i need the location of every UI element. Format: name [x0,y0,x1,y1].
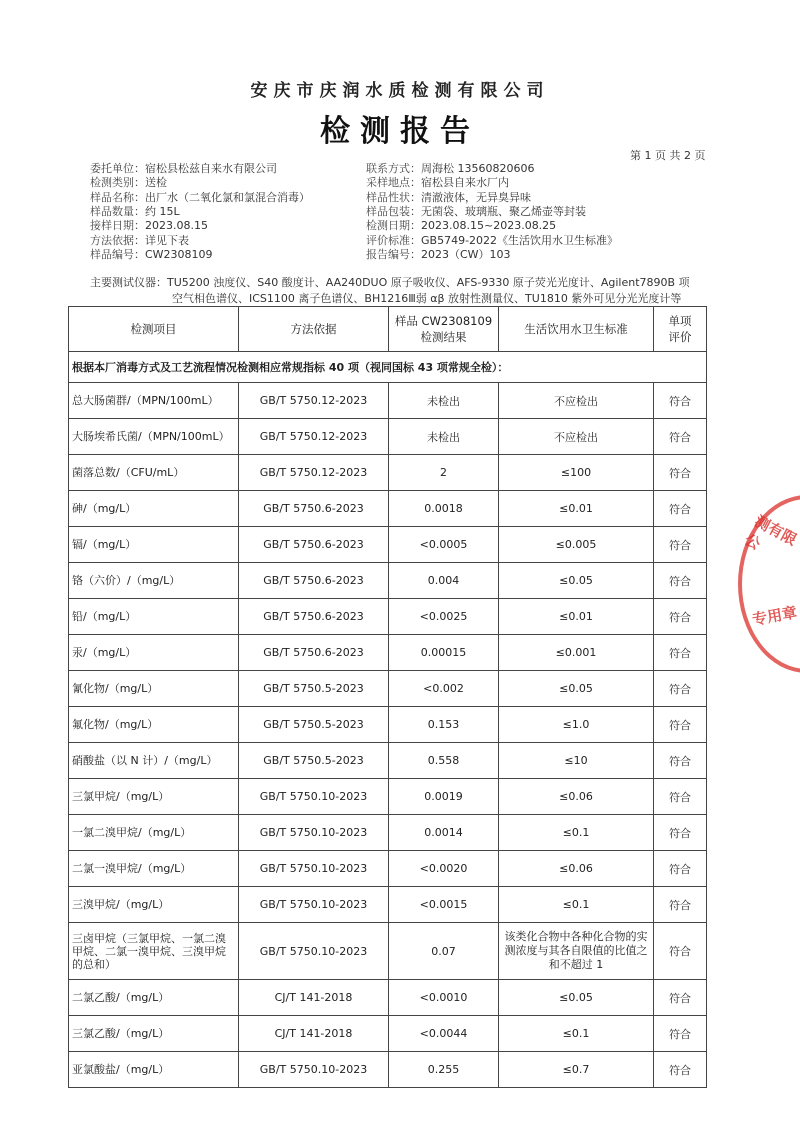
left-value: 宿松县松兹自来水有限公司 [145,162,277,175]
cell-item: 硝酸盐（以 N 计）/（mg/L） [69,743,239,779]
left-field [90,248,213,262]
cell-method: GB/T 5750.12-2023 [239,383,389,419]
left-field [90,219,208,233]
right-label: 样品性状： [366,190,421,204]
cell-eval: 符合 [654,1052,707,1088]
cell-standard: ≤0.05 [499,563,654,599]
cell-standard: ≤0.001 [499,635,654,671]
left-value: 约 15L [145,204,180,218]
cell-result: <0.0025 [389,599,499,635]
right-field [366,205,586,219]
right-field [366,219,556,233]
header-item: 检测项目 [69,307,239,352]
table-row [69,887,707,923]
cell-standard: ≤0.05 [499,671,654,707]
cell-result: 0.0014 [389,815,499,851]
table-row [69,527,707,563]
left-label: 样品数量： [90,204,145,218]
cell-method: GB/T 5750.10-2023 [239,851,389,887]
cell-result: <0.0005 [389,527,499,563]
right-value: 2023.08.15~2023.08.25 [421,219,557,233]
cell-method: GB/T 5750.10-2023 [239,815,389,851]
cell-result: 0.558 [389,743,499,779]
cell-eval: 符合 [654,671,707,707]
cell-eval: 符合 [654,491,707,527]
cell-item: 三卤甲烷（三氯甲烷、一氯二溴甲烷、二氯一溴甲烷、三溴甲烷的总和） [69,923,239,980]
header-result-line2: 检测结果 [420,330,467,344]
table-row [69,815,707,851]
table-row [69,743,707,779]
right-label: 检测日期： [366,219,421,233]
cell-item: 铅/（mg/L） [69,599,239,635]
cell-eval: 符合 [654,887,707,923]
cell-standard: ≤0.05 [499,980,654,1016]
table-row [69,707,707,743]
table-row [69,455,707,491]
table-header-row [69,307,707,352]
cell-method: GB/T 5750.5-2023 [239,671,389,707]
table-row [69,671,707,707]
cell-eval: 符合 [654,599,707,635]
table-row [69,491,707,527]
cell-item: 总大肠菌群/（MPN/100mL） [69,383,239,419]
cell-result: <0.002 [389,671,499,707]
left-value: CW2308109 [145,247,213,261]
cell-eval: 符合 [654,779,707,815]
left-label: 检测类别： [90,176,145,190]
cell-eval: 符合 [654,635,707,671]
right-value: 周海松 13560820606 [421,162,535,175]
right-label: 报告编号： [366,247,421,261]
cell-method: GB/T 5750.5-2023 [239,707,389,743]
header-standard: 生活饮用水卫生标准 [499,307,654,352]
company-name: 安庆市庆润水质检测有限公司 [250,81,550,101]
left-value: 出厂水（二氧化氯和氯混合消毒） [145,190,310,204]
cell-item: 亚氯酸盐/（mg/L） [69,1052,239,1088]
left-field [90,176,167,190]
cell-standard: ≤0.005 [499,527,654,563]
cell-method: GB/T 5750.6-2023 [239,599,389,635]
right-field [366,162,534,176]
header-eval [654,307,707,352]
cell-method: GB/T 5750.12-2023 [239,455,389,491]
cell-method: GB/T 5750.6-2023 [239,527,389,563]
right-field [366,248,511,262]
right-field [366,191,531,205]
results-table [68,306,707,1088]
cell-method: GB/T 5750.6-2023 [239,491,389,527]
table-row [69,599,707,635]
cell-standard: ≤0.7 [499,1052,654,1088]
cell-standard: 该类化合物中各种化合物的实测浓度与其各自限值的比值之和不超过 1 [499,923,654,980]
table-row [69,563,707,599]
cell-standard: 不应检出 [499,419,654,455]
header-result [389,307,499,352]
table-row [69,923,707,980]
cell-item: 氰化物/（mg/L） [69,671,239,707]
left-label: 接样日期： [90,219,145,233]
cell-item: 铬（六价）/（mg/L） [69,563,239,599]
stamp-text-1: 测有限公 [741,512,800,554]
table-row [69,635,707,671]
cell-standard: ≤0.1 [499,1016,654,1052]
left-field [90,205,180,219]
cell-eval: 符合 [654,419,707,455]
table-row [69,851,707,887]
left-field [90,191,310,205]
cell-method: GB/T 5750.10-2023 [239,1052,389,1088]
cell-item: 砷/（mg/L） [69,491,239,527]
left-label: 样品编号： [90,247,145,261]
right-label: 联系方式： [366,162,421,175]
cell-method: CJ/T 141-2018 [239,980,389,1016]
cell-result: <0.0044 [389,1016,499,1052]
header-eval-line1: 单项 [668,314,692,328]
cell-result: 0.0018 [389,491,499,527]
table-row [69,419,707,455]
cell-item: 菌落总数/（CFU/mL） [69,455,239,491]
left-field [90,234,189,248]
cell-standard: ≤0.1 [499,887,654,923]
cell-method: GB/T 5750.10-2023 [239,923,389,980]
table-row [69,1052,707,1088]
cell-result: 未检出 [389,383,499,419]
left-label: 方法依据： [90,233,145,247]
cell-item: 大肠埃希氏菌/（MPN/100mL） [69,419,239,455]
right-field [366,176,509,190]
cell-eval: 符合 [654,815,707,851]
header-method: 方法依据 [239,307,389,352]
cell-item: 二氯乙酸/（mg/L） [69,980,239,1016]
cell-eval: 符合 [654,527,707,563]
cell-method: CJ/T 141-2018 [239,1016,389,1052]
right-value: 无菌袋、玻璃瓶、聚乙烯壶等封装 [421,204,586,218]
cell-method: GB/T 5750.10-2023 [239,779,389,815]
left-value: 详见下表 [145,233,189,247]
cell-item: 汞/（mg/L） [69,635,239,671]
instruments [90,274,730,306]
instruments-line2: 空气相色谱仪、ICS1100 离子色谱仪、BH1216Ⅲ弱 αβ 放射性测量仪、TU1810 紫外可见分光光度计等 [172,292,682,305]
right-label: 评价标准： [366,233,421,247]
right-value: 2023（CW）103 [421,247,511,261]
cell-item: 二氯一溴甲烷/（mg/L） [69,851,239,887]
right-field [366,234,618,248]
table-row [69,779,707,815]
cell-method: GB/T 5750.12-2023 [239,419,389,455]
cell-standard: ≤0.01 [499,491,654,527]
cell-method: GB/T 5750.6-2023 [239,563,389,599]
left-label: 委托单位： [90,162,145,175]
cell-standard: ≤0.06 [499,851,654,887]
cell-eval: 符合 [654,980,707,1016]
section-text: 根据本厂消毒方式及工艺流程情况检测相应常规指标 40 项（视同国标 43 项常规全检）： [69,352,707,383]
cell-item: 三氯乙酸/（mg/L） [69,1016,239,1052]
cell-standard: 不应检出 [499,383,654,419]
stamp-text-2: 专用章 [750,603,799,629]
cell-eval: 符合 [654,455,707,491]
cell-method: GB/T 5750.10-2023 [239,887,389,923]
cell-item: 三溴甲烷/（mg/L） [69,887,239,923]
cell-item: 氟化物/（mg/L） [69,707,239,743]
table-row [69,383,707,419]
cell-result: <0.0015 [389,887,499,923]
cell-result: 0.255 [389,1052,499,1088]
table-row [69,1016,707,1052]
cell-result: 未检出 [389,419,499,455]
cell-eval: 符合 [654,923,707,980]
right-value: 宿松县自来水厂内 [421,176,509,190]
report-title: 检测报告 [320,114,480,149]
header-result-line1: 样品 CW2308109 [394,314,493,328]
right-value: GB5749-2022《生活饮用水卫生标准》 [421,233,619,247]
cell-standard: ≤0.06 [499,779,654,815]
instruments-line1: TU5200 浊度仪、S40 酸度计、AA240DUO 原子吸收仪、AFS-9330 原子荧光光度计、Agilent7890B 项 [167,276,690,289]
right-value: 清澈液体，无异臭异味 [421,190,531,204]
cell-method: GB/T 5750.5-2023 [239,743,389,779]
left-label: 样品名称： [90,190,145,204]
cell-result: 2 [389,455,499,491]
cell-standard: ≤1.0 [499,707,654,743]
cell-result: <0.0010 [389,980,499,1016]
cell-eval: 符合 [654,383,707,419]
cell-standard: ≤0.01 [499,599,654,635]
cell-result: 0.00015 [389,635,499,671]
cell-eval: 符合 [654,707,707,743]
cell-result: 0.004 [389,563,499,599]
cell-result: 0.0019 [389,779,499,815]
cell-standard: ≤100 [499,455,654,491]
cell-eval: 符合 [654,743,707,779]
cell-method: GB/T 5750.6-2023 [239,635,389,671]
cell-standard: ≤10 [499,743,654,779]
left-field [90,162,277,176]
cell-item: 三氯甲烷/（mg/L） [69,779,239,815]
left-value: 2023.08.15 [145,219,208,233]
cell-result: 0.153 [389,707,499,743]
header-eval-line2: 评价 [668,330,692,344]
cell-item: 镉/（mg/L） [69,527,239,563]
cell-standard: ≤0.1 [499,815,654,851]
left-value: 送检 [145,176,167,190]
table-row [69,980,707,1016]
cell-eval: 符合 [654,563,707,599]
cell-eval: 符合 [654,851,707,887]
instruments-label: 主要测试仪器： [90,276,167,289]
page-number: 第 1 页 共 2 页 [630,149,706,162]
section-row [69,352,707,383]
cell-result: <0.0020 [389,851,499,887]
right-label: 采样地点： [366,176,421,190]
cell-eval: 符合 [654,1016,707,1052]
cell-result: 0.07 [389,923,499,980]
right-label: 样品包装： [366,204,421,218]
cell-item: 一氯二溴甲烷/（mg/L） [69,815,239,851]
